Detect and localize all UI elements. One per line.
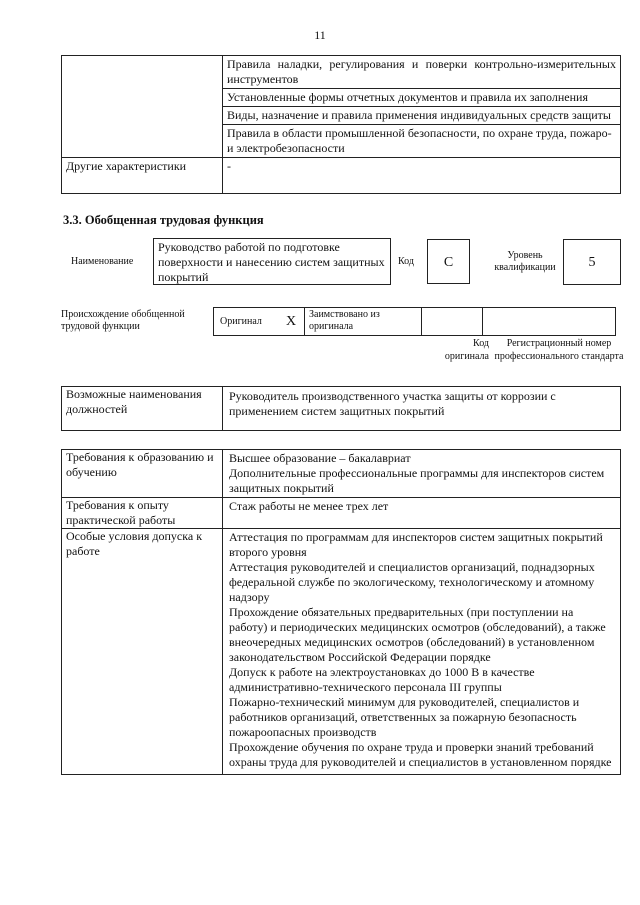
original-mark: X [278,308,305,336]
education-cell [223,450,621,498]
page-number: 11 [314,28,326,42]
code-value-box: C [427,239,470,284]
positions-label: Возможные наименования должностей [62,387,223,431]
origin-table [213,307,616,336]
experience-value: Стаж работы не менее трех лет [223,498,621,529]
education-label: Требования к образованию и обучению [62,450,223,498]
code-original-label: Код оригинала [444,338,489,362]
name-label: Наименование [71,256,134,267]
borrowed-label: Заимствовано из оригинала [305,308,422,336]
special-condition: Аттестация по программам для инспекторов систем защитных покрытий второго уровня [229,530,603,559]
special-condition: Аттестация руководителей и специалистов организаций, поднадзорных федеральной службе по экологическому, технологическому и атомному надзору [229,560,595,604]
special-condition: Прохождение обязательных предварительных (при поступлении на работу) и периодических медицинских осмотров (обследований), а также внеочередных медицинских осмотров (обследований) в установленном законодательством Российской Федерации порядке [229,605,606,664]
special-condition: Прохождение обучения по охране труда и проверки знаний требований охраны труда для руководителей и специалистов в установленном порядке [229,740,612,769]
origin-label: Происхождение обобщенной трудовой функции [61,309,185,332]
qualification-level-label: Уровень квалификации [494,250,556,273]
positions-value: Руководитель производственного участка защиты от коррозии с применением систем защитных покрытий [223,387,621,431]
knowledge-row: Виды, назначение и правила применения индивидуальных средств защиты [223,107,621,125]
knowledge-row: Установленные формы отчетных документов и правила их заполнения [223,89,621,107]
original-label: Оригинал [214,308,279,336]
code-label: Код [398,256,414,267]
function-name-box: Руководство работой по подготовке поверхности и нанесению систем защитных покрытий [153,238,391,285]
qualification-level-box: 5 [563,239,621,285]
special-condition: Пожарно-технический минимум для руководителей, специалистов и работников организаций, ответственных за пожарную безопасность пожароопасных производств [229,695,580,739]
special-conditions-cell [223,529,621,775]
special-condition: Допуск к работе на электроустановках до 1000 В в качестве административно-технического персонала III группы [229,665,535,694]
code-original-cell [422,308,483,336]
education-line: Высшее образование – бакалавриат [229,451,411,465]
empty-label-cell [62,56,223,158]
other-characteristics-value: - [223,158,621,194]
requirements-table [61,449,621,775]
special-conditions-label: Особые условия допуска к работе [62,529,223,775]
reg-number-cell [483,308,616,336]
knowledge-row: Правила наладки, регулирования и поверки контрольно-измерительных инструментов [223,56,621,89]
education-line: Дополнительные профессиональные программы для инспекторов систем защитных покрытий [229,466,605,495]
knowledge-row: Правила в области промышленной безопасности, по охране труда, пожаро- и электробезопасности [223,125,621,158]
positions-table [61,386,621,431]
reg-number-label: Регистрационный номер профессионального стандарта [494,338,624,362]
experience-label: Требования к опыту практической работы [62,498,223,529]
knowledge-table [61,55,621,194]
other-characteristics-label: Другие характеристики [62,158,223,194]
section-title: 3.3. Обобщенная трудовая функция [63,213,264,227]
